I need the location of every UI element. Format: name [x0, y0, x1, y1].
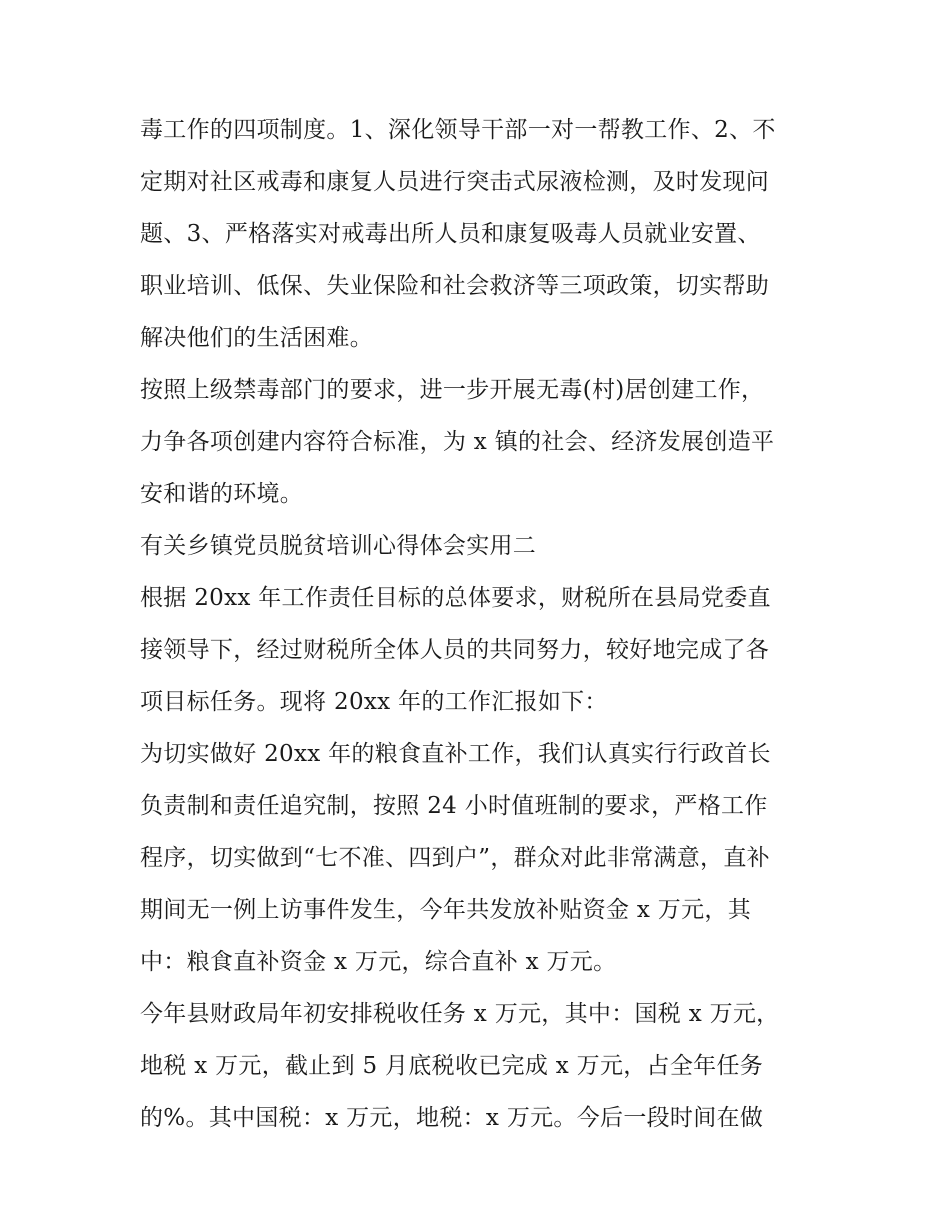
text-line: 接领导下，经过财税所全体人员的共同努力，较好地完成了各: [140, 637, 770, 663]
text-line: 按照上级禁毒部门的要求，进一步开展无毒(村)居创建工作，: [140, 377, 765, 403]
text-line: 程序，切实做到“七不准、四到户”，群众对此非常满意，直补: [140, 845, 770, 871]
text-line: 期间无一例上访事件发生，今年共发放补贴资金 x 万元，其: [140, 897, 751, 923]
text-line: 为切实做好 20xx 年的粮食直补工作，我们认真实行行政首长: [140, 741, 771, 767]
text-line: 安和谐的环境。: [140, 481, 304, 507]
text-line: 今年县财政局年初安排税收任务 x 万元，其中：国税 x 万元，: [140, 1001, 780, 1027]
text-line: 力争各项创建内容符合标准，为 x 镇的社会、经济发展创造平: [140, 429, 775, 455]
text-line: 项目标任务。现将 20xx 年的工作汇报如下：: [140, 689, 608, 715]
text-line: 中：粮食直补资金 x 万元，综合直补 x 万元。: [140, 949, 617, 975]
text-line: 解决他们的生活困难。: [140, 325, 373, 351]
section-heading: 有关乡镇党员脱贫培训心得体会实用二: [140, 533, 537, 559]
text-line: 负责制和责任追究制，按照 24 小时值班制的要求，严格工作: [140, 793, 768, 819]
text-line: 题、3、严格落实对戒毒出所人员和康复吸毒人员就业安置、: [140, 221, 761, 247]
text-line: 根据 20xx 年工作责任目标的总体要求，财税所在县局党委直: [140, 585, 771, 611]
text-line: 毒工作的四项制度。1、深化领导干部一对一帮教工作、2、不: [140, 117, 776, 143]
text-line: 职业培训、低保、失业保险和社会救济等三项政策，切实帮助: [140, 273, 770, 299]
text-line: 的%。其中国税：x 万元，地税：x 万元。今后一段时间在做: [140, 1105, 764, 1131]
text-line: 地税 x 万元，截止到 5 月底税收已完成 x 万元，占全年任务: [140, 1053, 764, 1079]
document-body: [140, 104, 840, 1144]
text-line: 定期对社区戒毒和康复人员进行突击式尿液检测，及时发现问: [140, 169, 770, 195]
